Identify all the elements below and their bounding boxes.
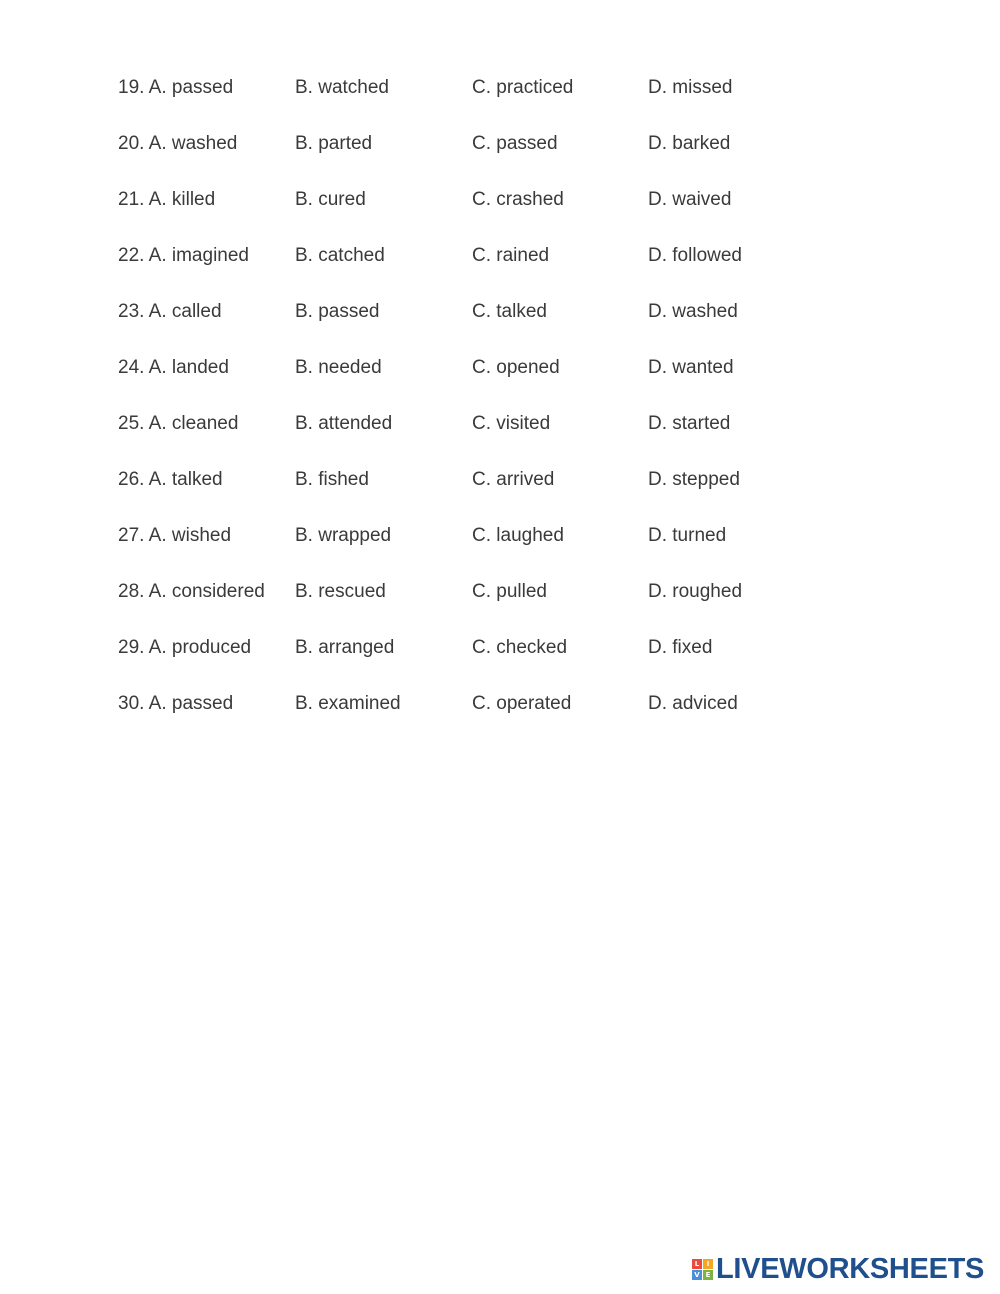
option-c: C. talked	[472, 301, 547, 322]
option-c: C. passed	[472, 133, 558, 154]
option-a	[118, 132, 295, 156]
option-d: D. washed	[648, 301, 738, 322]
question-number: 29.	[118, 637, 145, 658]
question-number: 30.	[118, 693, 145, 714]
option-a	[118, 580, 295, 604]
option-a	[118, 692, 295, 716]
option-a-text: A. killed	[148, 189, 216, 210]
option-a-text: A. produced	[148, 637, 252, 658]
option-b: B. rescued	[295, 581, 386, 602]
logo-icon-tile: E	[703, 1270, 713, 1280]
question-number: 26.	[118, 469, 145, 490]
question-row	[118, 636, 818, 692]
logo-icon-tile: V	[692, 1270, 702, 1280]
option-b: B. attended	[295, 413, 393, 434]
option-a	[118, 412, 295, 436]
option-c: C. crashed	[472, 189, 564, 210]
option-a	[118, 636, 295, 660]
option-d: D. roughed	[648, 581, 743, 602]
question-row	[118, 244, 818, 300]
option-d: D. fixed	[648, 637, 713, 658]
option-c: C. laughed	[472, 525, 564, 546]
option-b: B. catched	[295, 245, 385, 266]
option-a-text: A. talked	[148, 469, 223, 490]
option-a	[118, 188, 295, 212]
option-c: C. practiced	[472, 77, 574, 98]
option-d: D. missed	[648, 77, 733, 98]
option-a	[118, 356, 295, 380]
option-a	[118, 300, 295, 324]
option-b: B. needed	[295, 357, 382, 378]
question-row	[118, 692, 818, 748]
option-d: D. turned	[648, 525, 727, 546]
option-d: D. started	[648, 413, 731, 434]
option-c: C. visited	[472, 413, 551, 434]
question-number: 24.	[118, 357, 145, 378]
logo-icon	[692, 1259, 713, 1280]
option-d: D. barked	[648, 133, 731, 154]
option-a-text: A. imagined	[148, 245, 249, 266]
option-a-text: A. washed	[148, 133, 238, 154]
option-c: C. checked	[472, 637, 568, 658]
option-b: B. arranged	[295, 637, 395, 658]
option-a-text: A. cleaned	[148, 413, 239, 434]
question-row	[118, 468, 818, 524]
question-number: 28.	[118, 581, 145, 602]
option-a-text: A. passed	[148, 77, 234, 98]
option-a	[118, 468, 295, 492]
option-b: B. parted	[295, 133, 373, 154]
question-row	[118, 580, 818, 636]
option-b: B. wrapped	[295, 525, 392, 546]
option-a-text: A. passed	[148, 693, 234, 714]
question-row	[118, 356, 818, 412]
option-b: B. fished	[295, 469, 369, 490]
question-row	[118, 524, 818, 580]
option-b: B. passed	[295, 301, 380, 322]
question-number: 21.	[118, 189, 145, 210]
logo-text: LIVEWORKSHEETS	[716, 1253, 985, 1285]
option-b: B. watched	[295, 77, 389, 98]
question-row	[118, 412, 818, 468]
question-number: 20.	[118, 133, 145, 154]
question-number: 22.	[118, 245, 145, 266]
option-c: C. arrived	[472, 469, 555, 490]
option-a	[118, 244, 295, 268]
option-b: B. cured	[295, 189, 366, 210]
option-a	[118, 524, 295, 548]
option-d: D. adviced	[648, 693, 738, 714]
option-d: D. followed	[648, 245, 742, 266]
question-number: 23.	[118, 301, 145, 322]
question-row	[118, 188, 818, 244]
question-row	[118, 300, 818, 356]
question-number: 27.	[118, 525, 145, 546]
question-number: 25.	[118, 413, 145, 434]
option-c: C. opened	[472, 357, 560, 378]
option-a-text: A. considered	[148, 581, 265, 602]
logo-icon-tile: I	[703, 1259, 713, 1269]
option-d: D. wanted	[648, 357, 734, 378]
option-a-text: A. wished	[148, 525, 232, 546]
worksheet-question-list	[118, 76, 818, 748]
option-a-text: A. called	[148, 301, 222, 322]
option-d: D. waived	[648, 189, 732, 210]
option-a	[118, 76, 295, 100]
question-row	[118, 132, 818, 188]
option-b: B. examined	[295, 693, 401, 714]
option-c: C. pulled	[472, 581, 547, 602]
option-c: C. rained	[472, 245, 550, 266]
liveworksheets-logo	[692, 1255, 984, 1283]
question-row	[118, 76, 818, 132]
option-d: D. stepped	[648, 469, 740, 490]
option-a-text: A. landed	[148, 357, 229, 378]
logo-icon-tile: L	[692, 1259, 702, 1269]
option-c: C. operated	[472, 693, 572, 714]
question-number: 19.	[118, 77, 145, 98]
